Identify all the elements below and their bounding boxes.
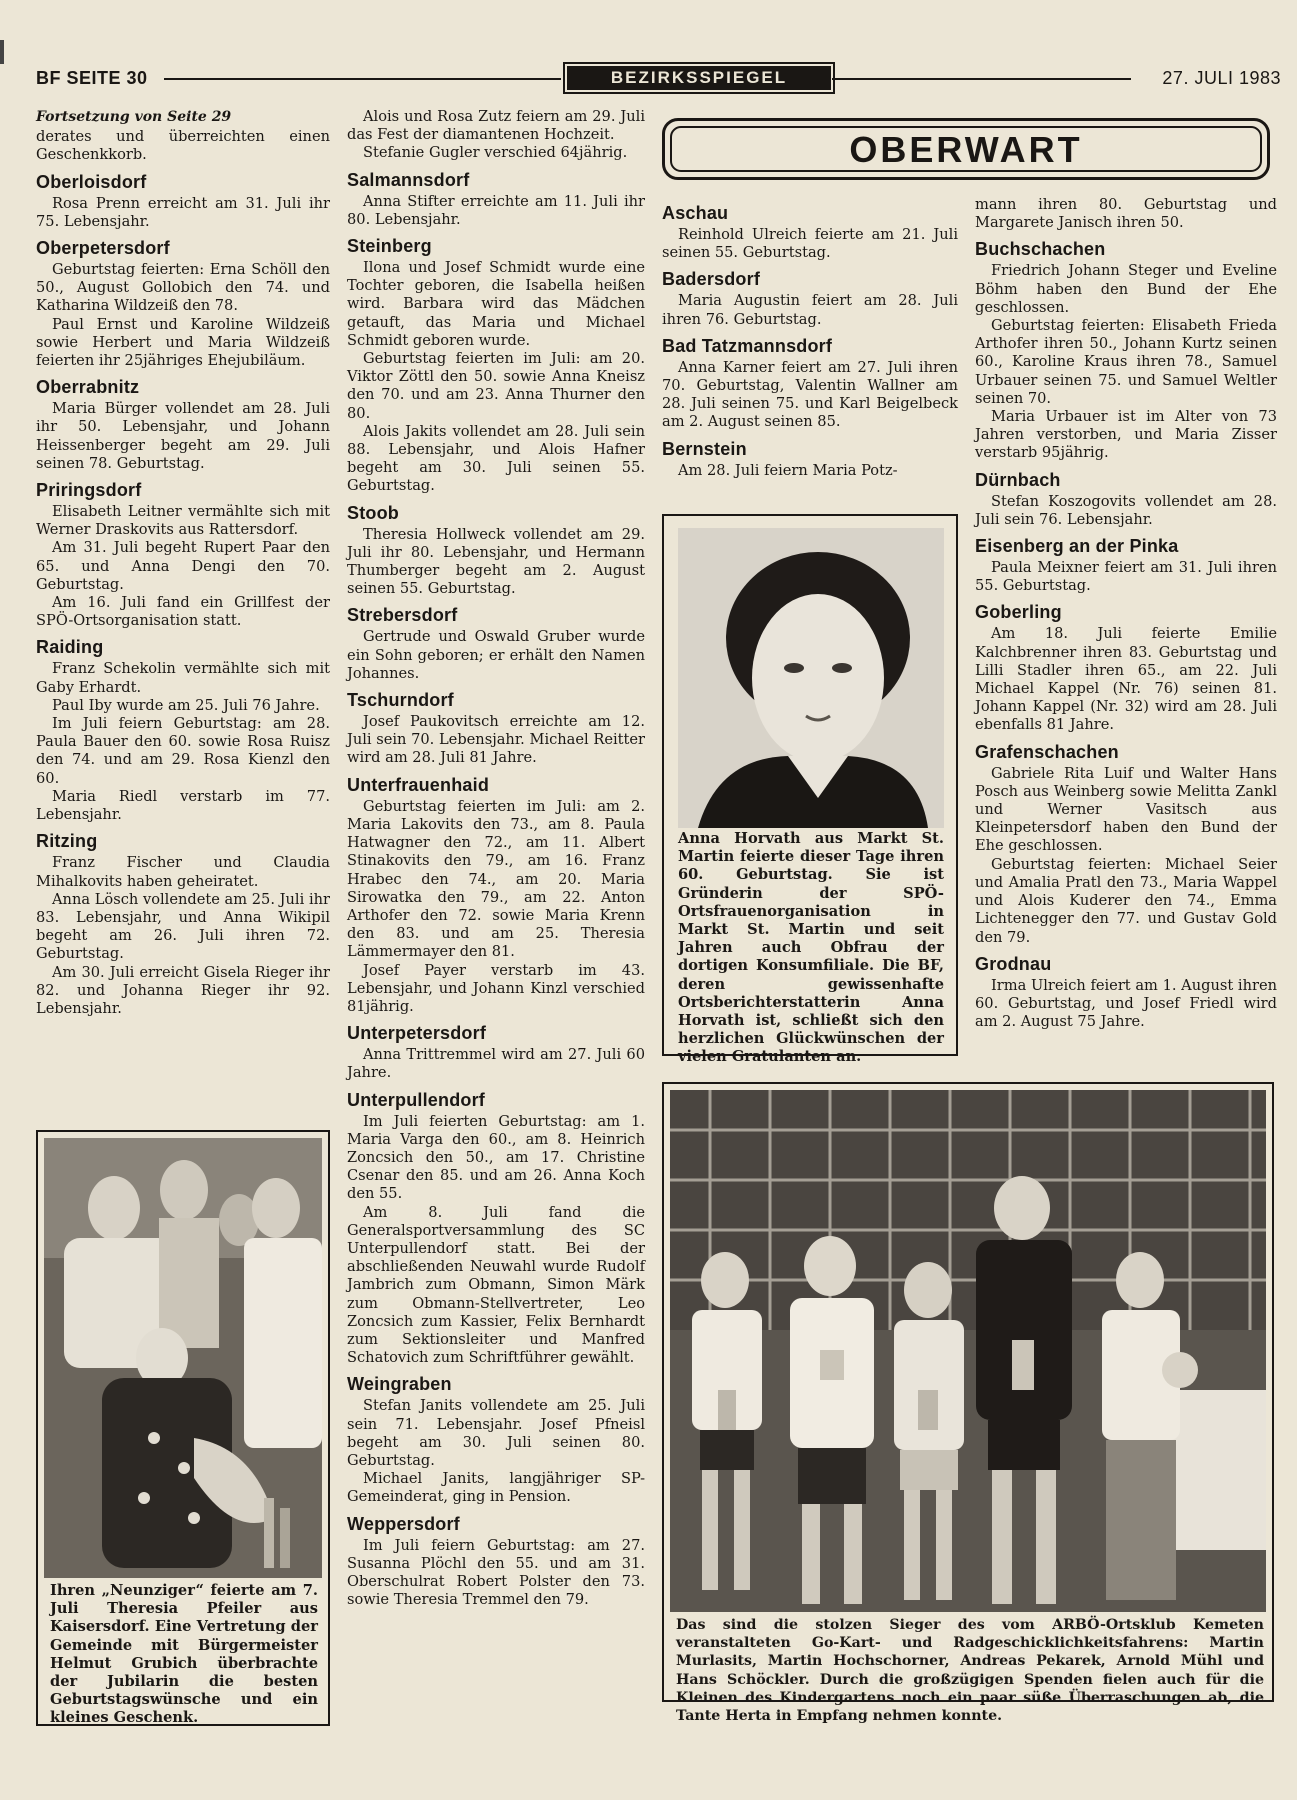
header-rule-right [832, 78, 1131, 80]
heading-unterfrauenhaid: Unterfrauenhaid [347, 774, 490, 795]
article-text: Elisabeth Leitner vermählte sich mit Werner Draskovits aus Rattersdorf. [36, 503, 330, 539]
heading-buchschachen: Buchschachen [975, 239, 1106, 260]
heading-steinberg: Steinberg [347, 236, 432, 257]
photo-group-elderly-woman [44, 1138, 322, 1578]
article-text: Paula Meixner feiert am 31. Juli ihren 55. Geburtstag. [975, 559, 1277, 595]
article-text: Paul Iby wurde am 25. Juli 76 Jahre. [52, 696, 320, 714]
article-text: Gertrude und Oswald Gruber wurde ein Sohn geboren; er erhält den Namen Johannes. [347, 628, 645, 682]
article-text: Im Juli feiern Geburtstag: am 28. Paula Bauer den 60. sowie Rosa Ruisz den 74. und am 29. Rosa Kienzl den 60. [36, 715, 330, 787]
issue-date: 27. JULI 1983 [1162, 68, 1281, 88]
heading-bernstein: Bernstein [662, 438, 747, 459]
article-text: Josef Paukovitsch erreichte am 12. Juli sein 70. Lebensjahr. Michael Reitter wird am 28. Juli 81 Jahre. [347, 713, 645, 767]
column-3 [662, 196, 958, 480]
article-text: Anna Stifter erreichte am 11. Juli ihr 80. Lebensjahr. [347, 192, 645, 228]
heading-unterpetersdorf: Unterpetersdorf [347, 1023, 487, 1044]
article-text: Franz Schekolin vermählte sich mit Gaby Erhardt. [36, 660, 330, 696]
article-text: Am 8. Juli fand die Generalsportversammlung des SC Unterpullendorf statt. Bei der abschließenden Neuwahl wurde Rudolf Jambrich zum Obmann, Simon Märk zum Obmann-Stellvertreter, Leo Zoncsich zum Kassier, Felix Bernhardt zum Sektionsleiter und Manfred Schatovich zum Schriftführer gewählt. [347, 1203, 645, 1367]
article-text: mann ihren 80. Geburtstag und Margarete Janisch ihren 50. [975, 196, 1277, 232]
article-text: Paul Ernst und Karoline Wildzeiß sowie Herbert und Maria Wildzeiß feierten ihr 25jähriges Ehejubiläum. [36, 315, 330, 370]
oberwart-banner [662, 118, 1270, 180]
heading-priringsdorf: Priringsdorf [36, 480, 142, 501]
article-text: Geburtstag feierten: Michael Seier und Amalia Pratl den 73., Maria Wappel und Alois Kuderer den 74., Emma Lichtenegger den 77. und Gustav Gold den 79. [975, 855, 1277, 946]
article-text: Anna Karner feiert am 27. Juli ihren 70. Geburtstag, Valentin Wallner am 28. Juli seinen 75. und Karl Beigelbeck am 2. August seinen 85. [662, 358, 958, 431]
article-text: Geburtstag feierten: Elisabeth Frieda Arthofer ihren 50., Johann Kurtz seinen 60., Karoline Kraus ihren 78., Samuel Urbauer seinen 75. und Samuel Weltler seinen 70. [975, 317, 1277, 407]
heading-badersdorf: Badersdorf [662, 269, 761, 290]
photo-box-anna-horvath [662, 514, 958, 1066]
heading-oberloisdorf: Oberloisdorf [36, 171, 147, 192]
page-number: BF SEITE 30 [36, 68, 148, 88]
photo-kids-with-trophies [670, 1090, 1266, 1612]
article-text: Friedrich Johann Steger und Eveline Böhm haben den Bund der Ehe geschlossen. [975, 262, 1277, 316]
article-text: Maria Augustin feiert am 28. Juli ihren 76. Geburtstag. [662, 292, 958, 328]
column-1 [36, 108, 330, 1018]
heading-weingraben: Weingraben [347, 1374, 452, 1395]
heading-weppersdorf: Weppersdorf [347, 1513, 460, 1534]
article-text: Geburtstag feierten im Juli: am 20. Viktor Zöttl den 50. sowie Anna Kneisz den 70. und am 23. Anna Thurner den 80. [347, 350, 645, 422]
article-text: Anna Trittremmel wird am 27. Juli 60 Jahre. [347, 1046, 645, 1082]
article-text: Gabriele Rita Luif und Walter Hans Posch aus Weinberg sowie Melitta Zankl und Werner Vasitsch aus Kleinpetersdorf haben den Bund der Ehe geschlossen. [975, 764, 1277, 855]
column-2 [347, 108, 645, 1609]
heading-tschurndorf: Tschurndorf [347, 690, 454, 711]
heading-grafenschachen: Grafenschachen [975, 741, 1119, 762]
article-text: Stefan Janits vollendete am 25. Juli sein 71. Lebensjahr. Josef Pfneisl begeht am 30. Juli seinen 80. Geburtstag. [347, 1397, 645, 1469]
article-text: Stefan Koszogovits vollendet am 28. Juli sein 76. Lebensjahr. [975, 492, 1277, 528]
heading-ritzing: Ritzing [36, 831, 98, 852]
photo-box-sieger [662, 1082, 1274, 1725]
heading-duernbach: Dürnbach [975, 469, 1061, 490]
banner-title: OBERWART [670, 126, 1262, 172]
page-edge-mark [0, 40, 4, 64]
heading-oberrabnitz: Oberrabnitz [36, 377, 140, 398]
article-text: Stefanie Gugler verschied 64jährig. [363, 144, 628, 162]
article-text: Am 28. Juli feiern Maria Potz- [678, 461, 898, 479]
heading-oberpetersdorf: Oberpetersdorf [36, 238, 170, 259]
article-text: Am 16. Juli fand ein Grillfest der SPÖ-Ortsorganisation statt. [36, 594, 330, 630]
column-4 [975, 196, 1277, 1031]
article-text: Rosa Prenn erreicht am 31. Juli ihr 75. Lebensjahr. [36, 194, 330, 230]
heading-stoob: Stoob [347, 502, 399, 523]
continuation-note: Fortsetzung von Seite 29 [36, 109, 232, 125]
heading-strebersdorf: Strebersdorf [347, 605, 458, 626]
article-text: Alois Jakits vollendet am 28. Juli sein 88. Lebensjahr, und Alois Hafner begeht am 30. Juli seinen 55. Geburtstag. [347, 422, 645, 495]
heading-salmannsdorf: Salmannsdorf [347, 169, 470, 190]
article-text: Josef Payer verstarb im 43. Lebensjahr, und Johann Kinzl verschied 81jährig. [347, 961, 645, 1015]
heading-eisenberg: Eisenberg an der Pinka [975, 536, 1179, 557]
heading-goberling: Goberling [975, 602, 1062, 623]
article-text: Am 30. Juli erreicht Gisela Rieger ihr 82. und Johanna Rieger ihr 92. Lebensjahr. [36, 963, 330, 1017]
photo-caption-pfeiler: Ihren „Neunziger“ feierte am 7. Juli Theresia Pfeiler aus Kaisersdorf. Eine Vertretung der Gemeinde mit Bürgermeister Helmut Grubich überbrachte der Jubilarin die besten Geburtstagswünsche und ein kleines Geschenk. [50, 1582, 318, 1727]
article-text: Maria Urbauer ist im Alter von 73 Jahren verstorben, und Maria Zisser verstarb 95jährig. [975, 408, 1277, 462]
article-text: Maria Riedl verstarb im 77. Lebensjahr. [36, 787, 330, 824]
portrait-photo [678, 528, 944, 828]
article-text: Geburtstag feierten im Juli: am 2. Maria Lakovits den 73., am 8. Paula Hatwagner den 72., am 11. Albert Stinakovits den 79., am 16. Franz Hrabec den 74., am 20. Maria Sirowatka den 79., am 22. Anton Arthofer den 72. sowie Maria Krenn den 83. und am 25. Theresia Lämmermayer den 81. [347, 797, 645, 961]
heading-bad-tatzmannsdorf: Bad Tatzmannsdorf [662, 335, 833, 356]
photo-caption-anna: Anna Horvath aus Markt St. Martin feierte dieser Tage ihren 60. Geburtstag. Sie ist Gründerin der SPÖ-Ortsfrauenorganisation in Markt St. Martin und seit Jahren auch Obfrau der dortigen Konsumfiliale. Die BF, deren gewissenhafte Ortsberichterstatterin Anna Horvath ist, schließt sich den herzlichen Glückwünschen der vielen Gratulanten an. [678, 830, 944, 1066]
article-text: Im Juli feiern Geburtstag: am 27. Susanna Plöchl den 55. und am 31. Oberschulrat Robert Polster den 73. sowie Theresia Tremmel den 79. [347, 1536, 645, 1609]
article-text: Franz Fischer und Claudia Mihalkovits haben geheiratet. [36, 854, 330, 890]
article-text: Irma Ulreich feiert am 1. August ihren 60. Geburtstag, und Josef Friedl wird am 2. August 75 Jahre. [975, 976, 1277, 1031]
article-text: Im Juli feierten Geburtstag: am 1. Maria Varga den 60., am 8. Heinrich Zoncsich den 50., am 17. Christine Csenar den 85. und am 26. Anna Koch den 55. [347, 1112, 645, 1203]
photo-box-pfeiler [36, 1130, 330, 1726]
header-rule-left [164, 78, 561, 80]
article-text: Ilona und Josef Schmidt wurde eine Tochter geboren, die Isabella heißen wird. Barbara wird das Mädchen getauft, das Maria und Michael Schmidt geboren wurde. [347, 259, 645, 349]
heading-unterpullendorf: Unterpullendorf [347, 1089, 485, 1110]
article-text: Alois und Rosa Zutz feiern am 29. Juli das Fest der diamantenen Hochzeit. [347, 108, 645, 144]
article-text: Reinhold Ulreich feierte am 21. Juli seinen 55. Geburtstag. [662, 226, 958, 262]
article-text: derates und überreichten einen Geschenkkorb. [36, 128, 330, 164]
page-header [36, 62, 1281, 92]
heading-aschau: Aschau [662, 203, 729, 223]
photo-caption-sieger: Das sind die stolzen Sieger des vom ARBÖ-Ortsklub Kemeten veranstalteten Go-Kart- und Radgeschicklichkeitsfahrens: Martin Murlasits, Martin Hochschorner, Andreas Pekarek, Arnold Mühl und Hans Schöckler. Durch die großzügigen Spenden fielen auch für die Kleinen des Kindergartens noch ein paar süße Überraschungen ab, die Tante Herta in Empfang nehmen konnte. [676, 1617, 1264, 1725]
article-text: Geburtstag feierten: Erna Schöll den 50., August Gollobich den 74. und Katharina Wildzeiß den 78. [36, 261, 330, 315]
section-title: BEZIRKSSPIEGEL [563, 62, 835, 94]
article-text: Theresia Hollweck vollendet am 29. Juli ihr 80. Lebensjahr, und Hermann Thumberger begeht am 2. August seinen 55. Geburtstag. [347, 525, 645, 598]
heading-raiding: Raiding [36, 637, 104, 658]
article-text: Am 31. Juli begeht Rupert Paar den 65. und Anna Dengi den 70. Geburtstag. [36, 539, 330, 593]
heading-grodnau: Grodnau [975, 953, 1052, 974]
article-text: Maria Bürger vollendet am 28. Juli ihr 50. Lebensjahr, und Johann Heissenberger begeht am 29. Juli seinen 78. Geburtstag. [36, 400, 330, 472]
article-text: Michael Janits, langjähriger SP-Gemeinderat, ging in Pension. [347, 1470, 645, 1506]
article-text: Anna Lösch vollendete am 25. Juli ihr 83. Lebensjahr, und Anna Wikipil begeht am 26. Juli ihren 72. Geburtstag. [36, 890, 330, 963]
article-text: Am 18. Juli feierte Emilie Kalchbrenner ihren 83. Geburtstag und Lilli Stadler ihren 65., am 22. Juli Michael Kappel (Nr. 76) seinen 81. Johann Kappel (Nr. 32) wird am 28. Juli ebenfalls 81 Jahre. [975, 625, 1277, 734]
